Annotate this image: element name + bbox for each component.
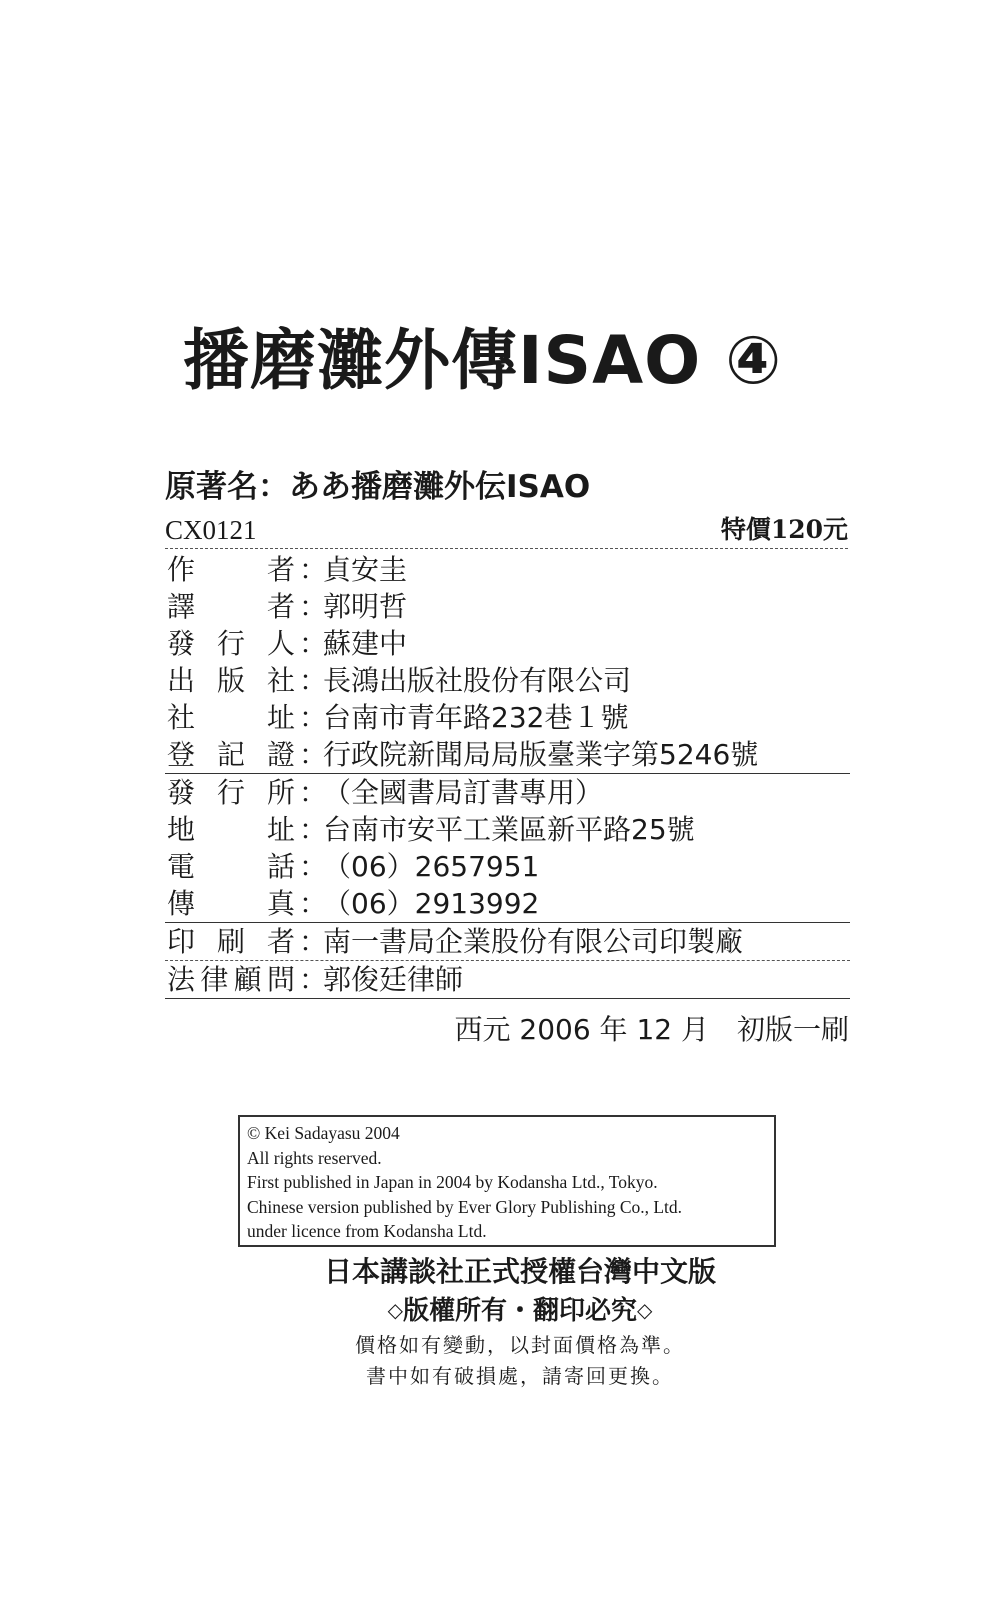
- colophon-info: [165, 551, 850, 999]
- authorization-notice: 日本講談社正式授權台灣中文版: [323, 1255, 716, 1288]
- label-char: 法: [167, 963, 196, 996]
- label-char: 社: [266, 664, 295, 697]
- info-label: [167, 848, 295, 885]
- copyright-line: © Kei Sadayasu 2004: [247, 1123, 400, 1143]
- info-value: 台南市安平工業區新平路25號: [323, 813, 695, 846]
- label-char: 刷: [216, 925, 245, 958]
- diamond-icon: ◇: [637, 1298, 653, 1322]
- info-label: [167, 625, 295, 662]
- colon: ：: [299, 664, 328, 697]
- info-value: 貞安圭: [323, 553, 408, 586]
- original-title: 原著名：ああ播磨灘外伝ISAO: [165, 469, 591, 505]
- info-row: [165, 699, 850, 736]
- label-char: 所: [266, 776, 295, 809]
- info-row: [165, 662, 850, 699]
- label-char: 行: [216, 776, 245, 809]
- colon: ：: [299, 963, 328, 996]
- info-label: [167, 961, 295, 998]
- copyright-line: All rights reserved.: [247, 1147, 382, 1168]
- label-char: 記: [216, 738, 245, 771]
- label-char: 者: [266, 590, 295, 623]
- info-label: [167, 588, 295, 625]
- colon: ：: [299, 627, 328, 660]
- info-value: 台南市青年路232巷１號: [323, 701, 629, 734]
- label-char: 版: [216, 664, 245, 697]
- label-char: 問: [266, 963, 295, 996]
- copyright-line: Chinese version published by Ever Glory Publishing Co., Ltd.: [247, 1196, 683, 1217]
- label-char: 顧: [233, 963, 262, 996]
- info-label: [167, 811, 295, 848]
- colon: ：: [299, 850, 328, 883]
- label-char: 印: [167, 925, 196, 958]
- distribution-block: [165, 774, 850, 922]
- label-char: 證: [266, 738, 295, 771]
- diamond-icon: ◇: [387, 1298, 403, 1322]
- damage-exchange-note: 書中如有破損處，請寄回更換。: [366, 1364, 674, 1388]
- copyright-line: First published in Japan in 2004 by Kodansha Ltd., Tokyo.: [247, 1172, 658, 1193]
- rights-notice: [300, 1291, 740, 1330]
- copyright-line: under licence from Kodansha Ltd.: [247, 1221, 487, 1242]
- info-value: （全國書局訂書專用）: [323, 776, 604, 809]
- info-row: [165, 811, 850, 848]
- label-char: 址: [266, 813, 295, 846]
- label-char: 發: [167, 627, 196, 660]
- book-title: 播磨灘外傳ISAO ④: [183, 322, 783, 399]
- info-value: （06）2657951: [323, 850, 540, 883]
- label-char: 譯: [167, 590, 196, 623]
- info-value: 郭明哲: [323, 590, 408, 623]
- colon: ：: [299, 887, 328, 920]
- rights-text: 版權所有・翻印必究: [402, 1296, 637, 1326]
- info-label: [167, 662, 295, 699]
- info-value: 南一書局企業股份有限公司印製廠: [323, 925, 744, 958]
- colon: ：: [299, 738, 328, 771]
- legal-block: [165, 961, 850, 998]
- label-char: 出: [167, 664, 196, 697]
- printer-block: [165, 923, 850, 960]
- label-char: 行: [216, 627, 245, 660]
- label-char: 人: [266, 627, 295, 660]
- edition-line: 西元 2006 年 12 月 初版一刷: [454, 1013, 849, 1046]
- copyright-box: [238, 1115, 776, 1247]
- colon: ：: [299, 925, 328, 958]
- info-row: [165, 588, 850, 625]
- label-char: 者: [266, 925, 295, 958]
- label-char: 話: [266, 850, 295, 883]
- info-label: [167, 699, 295, 736]
- info-row: [165, 885, 850, 922]
- info-row: [165, 551, 850, 588]
- label-char: 作: [167, 553, 196, 586]
- info-value: （06）2913992: [323, 887, 540, 920]
- label-char: 傳: [167, 887, 196, 920]
- info-row: [165, 961, 850, 998]
- price-change-note: 價格如有變動，以封面價格為準。: [355, 1333, 685, 1357]
- colon: ：: [299, 590, 328, 623]
- product-code: CX0121: [165, 515, 257, 545]
- colon: ：: [299, 813, 328, 846]
- colon: ：: [299, 701, 328, 734]
- colon: ：: [299, 776, 328, 809]
- info-value: 長鴻出版社股份有限公司: [323, 664, 632, 697]
- label-char: 律: [200, 963, 229, 996]
- code-price-row: [165, 512, 848, 549]
- info-row: [165, 625, 850, 662]
- label-char: 者: [266, 553, 295, 586]
- label-char: 社: [167, 701, 196, 734]
- credits-block: [165, 551, 850, 773]
- label-char: 登: [167, 738, 196, 771]
- label-char: 電: [167, 850, 196, 883]
- info-label: [167, 774, 295, 811]
- colon: ：: [299, 553, 328, 586]
- info-value: 行政院新聞局局版臺業字第5246號: [323, 738, 759, 771]
- info-label: [167, 885, 295, 922]
- label-char: 址: [266, 701, 295, 734]
- info-label: [167, 923, 295, 960]
- separator-line: [165, 998, 850, 999]
- info-label: [167, 551, 295, 588]
- info-row: [165, 774, 850, 811]
- label-char: 發: [167, 776, 196, 809]
- info-row: [165, 848, 850, 885]
- info-row: [165, 736, 850, 773]
- info-value: 蘇建中: [323, 627, 408, 660]
- label-char: 真: [266, 887, 295, 920]
- info-row: [165, 923, 850, 960]
- special-price: 特價120元: [720, 515, 848, 544]
- label-char: 地: [167, 813, 196, 846]
- info-value: 郭俊廷律師: [323, 963, 464, 996]
- info-label: [167, 736, 295, 773]
